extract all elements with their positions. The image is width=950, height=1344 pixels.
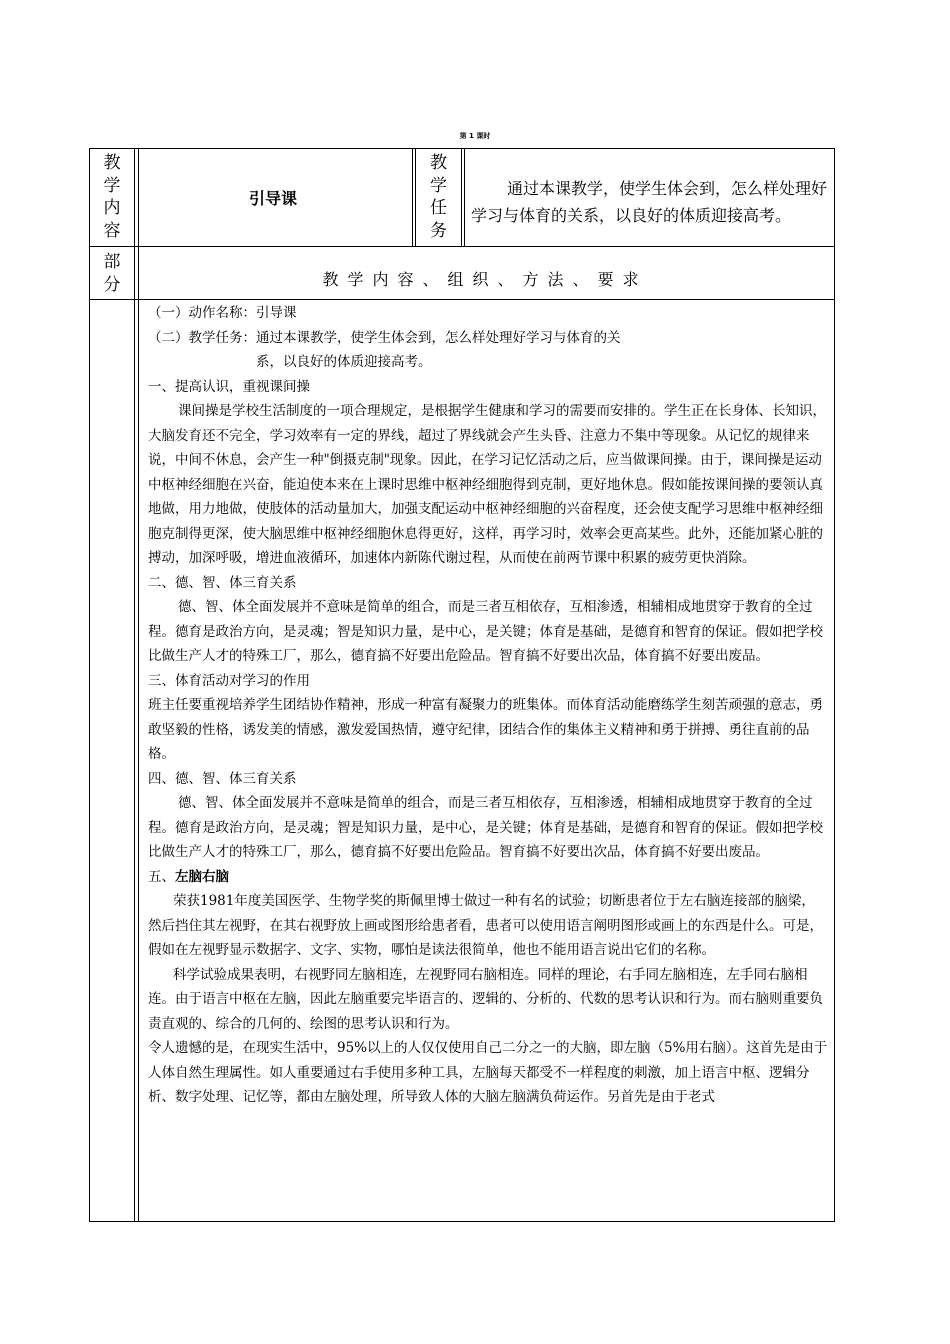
teaching-task-text: 通过本课教学，使学生体会到，怎么样处理好学习与体育的关系，以良好的体质迎接高考。 [471,179,828,225]
lesson-title: 引导课 [248,189,297,208]
label-teaching-content: 教 学 内 容 [103,153,121,241]
section-4-title: 四、德、智、体三育关系 [148,770,297,787]
action-name: （一）动作名称：引导课 [148,305,297,321]
section-3-text: 班主任要重视培养学生团结协作精神，形成一种富有凝聚力的班集体。而体育活动能磨练学生刻苦顽强的意志，勇敢坚毅的性格，诱发美的情感，激发爱国热情，遵守纪律，团结合作的集体主义精神和勇于拼搏、勇往直前的品格。 [148,697,823,762]
section-5-number: 五、 [148,868,175,885]
section-1-text: 课间操是学校生活制度的一项合理规定，是根据学生健康和学习的需要而安排的。学生正在长身体、长知识，大脑发育还不完全，学习效率有一定的界线，超过了界线就会产生头昏、注意力不集中等现象。从记忆的规律来说，中间不休息，会产生一种"倒摄克制"现象。因此，在学习记忆活动之后，应当做课间操。由于，课间操是运动中枢神经细胞在兴奋，能迫使本来在上课时思维中枢神经细胞得到克制，更好地休息。假如能按课间操的要领认真地做，用力地做，使肢体的活动量加大，加强支配运动中枢神经细胞的兴奋程度，还会使支配学习思维中枢神经细胞克制得更深，使大脑思维中枢神经细胞休息得更好，这样，再学习时，效率会更高某些。此外，还能加紧心脏的搏动，加深呼吸，增进血液循环，加速体内新陈代谢过程，从而使在前两节课中积累的疲劳更快消除。 [148,403,826,566]
label-part: 部 分 [103,252,121,295]
section-3-title: 三、体育活动对学习的作用 [148,672,310,689]
section-5-text-1: 荣获1981年度美国医学、生物学奖的斯佩里博士做过一种有名的试验；切断患者位于左右脑连接部的脑梁，然后挡住其左视野，在其右视野放上画或图形给患者看，患者可以使用语言阐明图形或画上的东西是什么。可是，假如在左视野显示数据字、文字、实物，哪怕是读法很简单，他也不能用语言说出它们的名称。 [148,893,823,958]
content-header: 教学内容、组织、方法、要求 [322,269,648,289]
section-5-heading [148,865,828,890]
section-5-title: 左脑右脑 [175,868,229,885]
section-2-title: 二、德、智、体三育关系 [148,574,297,591]
section-1-title: 一、提高认识，重视课间操 [148,378,310,395]
lesson-caption: 第 1 课时 [459,132,491,140]
task-line-cont: 系，以良好的体质迎接高考。 [256,354,432,370]
section-4-text: 德、智、体全面发展并不意味是简单的组合，而是三者互相依存，互相渗透，相辅相成地贯穿于教育的全过程。德育是政治方向，是灵魂；智是知识力量，是中心，是关键；体育是基础，是德育和智育的保证。假如把学校比做生产人才的特殊工厂，那么，德育搞不好要出危险品。智育搞不好要出次品，体育搞不好要出废品。 [148,795,823,860]
section-5-text-2: 科学试验成果表明，右视野同左脑相连，左视野同右脑相连。同样的理论，右手同左脑相连，左手同右脑相连。由于语言中枢在左脑，因此左脑重要完毕语言的、逻辑的、分析的、代数的思考认识和行为。而右脑则重要负责直观的、综合的几何的、绘图的思考认识和行为。 [148,966,823,1032]
task-line: （二）教学任务：通过本课教学，使学生体会到，怎么样处理好学习与体育的关 [148,329,621,346]
section-2-text: 德、智、体全面发展并不意味是简单的组合，而是三者互相依存，互相渗透，相辅相成地贯穿于教育的全过程。德育是政治方向，是灵魂；智是知识力量，是中心，是关键；体育是基础，是德育和智育的保证。假如把学校比做生产人才的特殊工厂，那么，德育搞不好要出危险品。智育搞不好要出次品，体育搞不好要出废品。 [148,599,823,664]
section-5-text-3: 令人遗憾的是，在现实生活中，95%以上的人仅仅使用自己二分之一的大脑，即左脑（5%用右脑）。这首先是由于人体自然生理属性。如人重要通过右手使用多种工具，左脑每天都受不一样程度的刺激，加上语言中枢、逻辑分析、数字处理、记忆等，都由左脑处理，所导致人体的大脑左脑满负荷运作。另首先是由于老式 [148,1040,828,1105]
label-teaching-task: 教 学 任 务 [430,153,447,241]
lesson-body [148,301,828,1221]
